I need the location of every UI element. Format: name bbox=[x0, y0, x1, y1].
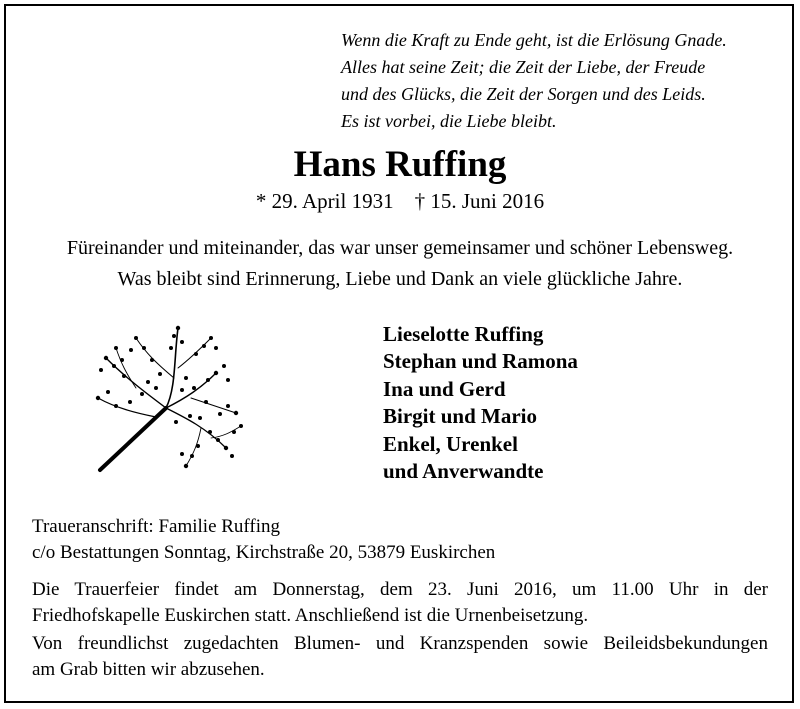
mourning-address bbox=[32, 514, 495, 566]
request-line: am Grab bitten wir abzusehen. bbox=[32, 659, 265, 680]
ceremony-line: Die Trauerfeier findet am Donnerstag, dem 23. Juni 2016, um 11.00 Uhr in der bbox=[32, 579, 768, 600]
poem-line: Alles hat seine Zeit; die Zeit der Liebe, der Freude bbox=[341, 57, 706, 77]
ceremony-line: Friedhofskapelle Euskirchen statt. Anschließend ist die Urnenbeisetzung. bbox=[32, 605, 589, 626]
quote-line: Was bleibt sind Erinnerung, Liebe und Dank an viele glückliche Jahre. bbox=[117, 268, 683, 290]
poem-line: und des Glücks, die Zeit der Sorgen und des Leids. bbox=[341, 84, 706, 104]
mourner-name: Lieselotte Ruffing bbox=[383, 322, 544, 346]
address-line: Traueranschrift: Familie Ruffing bbox=[32, 516, 281, 537]
poem bbox=[341, 27, 727, 135]
poem-line: Es ist vorbei, die Liebe bleibt. bbox=[341, 111, 557, 131]
deceased-name: Hans Ruffing bbox=[293, 144, 507, 185]
request-line: Von freundlichst zugedachten Blumen- und Kranzspenden sowie Beileidsbekundungen bbox=[32, 633, 768, 654]
mourners-list bbox=[383, 321, 578, 485]
mourner-name: und Anverwandte bbox=[383, 459, 544, 484]
mourner-name: Birgit und Mario bbox=[383, 404, 538, 429]
mourner-name: Ina und Gerd bbox=[383, 376, 506, 401]
mourner-name: Stephan und Ramona bbox=[383, 349, 578, 374]
life-dates: * 29. April 1931 † 15. Juni 2016 bbox=[255, 189, 545, 213]
donation-request bbox=[32, 631, 768, 683]
memorial-quote bbox=[0, 233, 800, 295]
ceremony-notice bbox=[32, 577, 768, 629]
address-line: c/o Bestattungen Sonntag, Kirchstraße 20, 53879 Euskirchen bbox=[32, 542, 496, 563]
quote-line: Füreinander und miteinander, das war unser gemeinsamer und schöner Lebensweg. bbox=[66, 237, 734, 259]
tree-branch-icon bbox=[86, 318, 246, 476]
poem-line: Wenn die Kraft zu Ende geht, ist die Erlösung Gnade. bbox=[341, 30, 727, 50]
mourner-name: Enkel, Urenkel bbox=[383, 431, 518, 456]
